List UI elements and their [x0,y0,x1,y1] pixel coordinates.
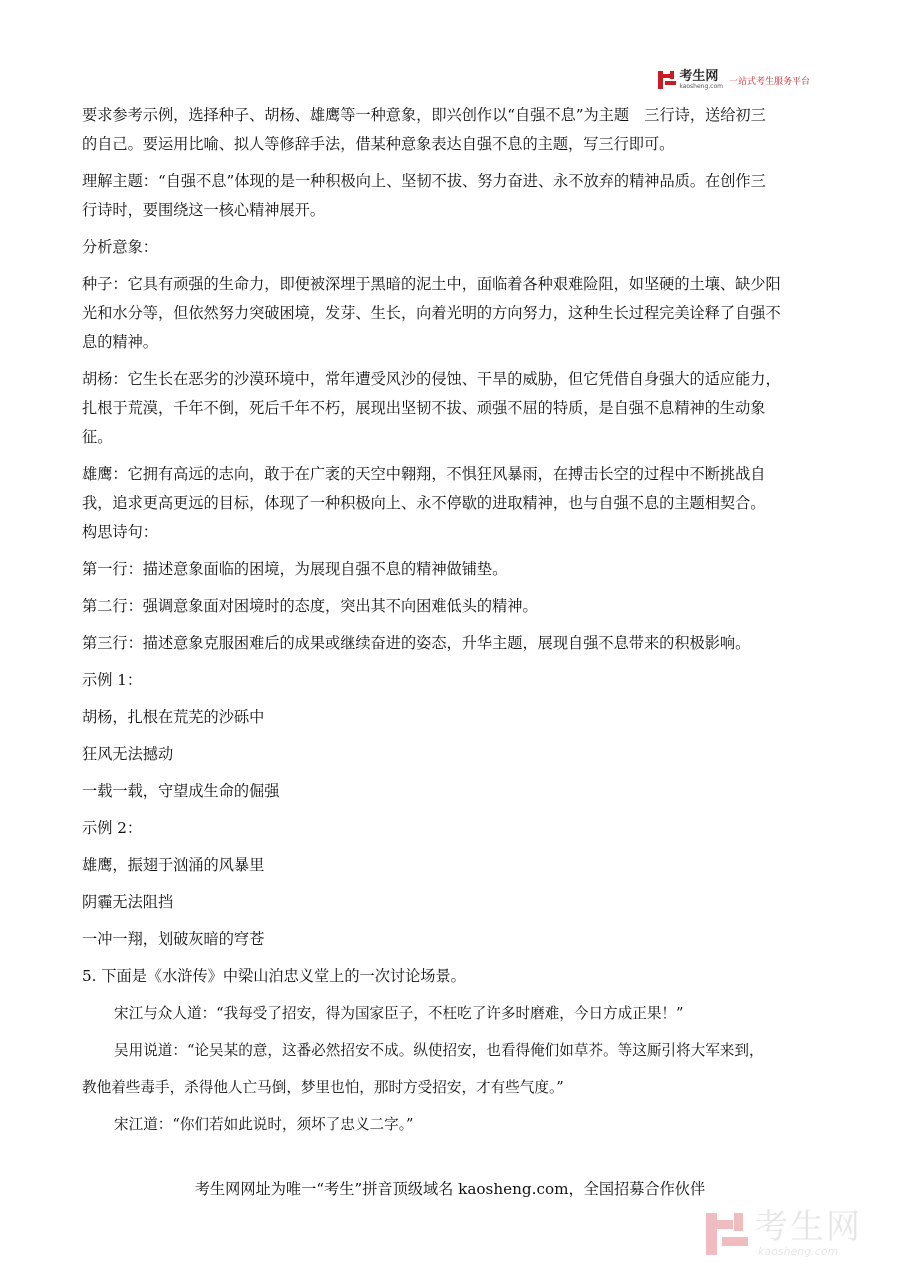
footer-text: 考生网网址为唯一“考生”拼音顶级域名 kaosheng.com，全国招募合作伙伴 [194,1180,706,1198]
text-line: 息的精神。 [82,333,158,351]
dialogue-line: 教他着些毒手，杀得他人亡马倒，梦里也怕，那时方受招安，才有些气度。” [82,1079,564,1096]
poem-line: 胡杨，扎根在荒芜的沙砾中 [82,708,265,726]
dialogue-block [82,999,820,1139]
text-line: 第一行：描述意象面临的困境，为展现自强不息的精神做铺垫。 [82,560,508,578]
logo-slogan: 一站式考生服务平台 [728,76,810,87]
logo-domain: kaosheng.com [679,83,723,90]
poem-line: 一载一载，守望成生命的倔强 [82,782,280,800]
poem-line: 阴霾无法阻挡 [82,893,174,911]
example-heading: 示例 1： [82,671,143,689]
text-line: 的自己。要运用比喻、拟人等修辞手法，借某种意象表达自强不息的主题，写三行即可。 [82,135,675,153]
text-line: 扎根于荒漠，千年不倒，死后千年不朽，展现出坚韧不拔、顽强不屈的特质，是自强不息精神的生动象 [82,399,766,417]
watermark-name: 考生网 [754,1207,862,1247]
text-line: 行诗时，要围绕这一核心精神展开。 [82,201,325,219]
question-heading: 5. 下面是《水浒传》中梁山泊忠义堂上的一次讨论场景。 [82,967,466,985]
text-line: 第三行：描述意象克服困难后的成果或继续奋进的姿态，升华主题，展现自强不息带来的积极影响。 [82,634,751,652]
poem-line: 一冲一翔，划破灰暗的穹苍 [82,930,265,948]
document-body [82,101,820,1139]
watermark [706,1207,862,1258]
text-line: 雄鹰：它拥有高远的志向，敢于在广袤的天空中翱翔，不惧狂风暴雨，在搏击长空的过程中不断挑战自 [82,465,766,483]
dialogue-line: 宋江道：“你们若如此说时，须坏了忠义二字。” [114,1116,414,1133]
text-line: 我，追求更高更远的目标，体现了一种积极向上、永不停歇的进取精神，也与自强不息的主题相契合。 [82,494,766,512]
section-heading: 分析意象： [82,238,158,256]
logo-name: 考生网 [679,69,719,84]
kaosheng-watermark-icon [706,1213,748,1255]
text-line: 要求参考示例，选择种子、胡杨、雄鹰等一种意象，即兴创作以“自强不息”为主题 三行诗，送给初三 [82,106,766,124]
text-line: 第二行：强调意象面对困境时的态度，突出其不向困难低头的精神。 [82,597,538,615]
dialogue-line: 吴用说道：“论吴某的意，这番必然招安不成。纵使招安，也看得俺们如草芥。等这厮引将大军来到， [114,1042,764,1059]
header-logo [658,70,810,90]
text-line: 光和水分等，但依然努力突破困境，发芽、生长，向着光明的方向努力，这种生长过程完美诠释了自强不 [82,304,781,322]
kaosheng-logo-icon [658,71,676,89]
text-line: 胡杨：它生长在恶劣的沙漠环境中，常年遭受风沙的侵蚀、干旱的威胁，但它凭借自身强大的适应能力， [82,370,781,388]
section-heading: 构思诗句： [82,523,158,541]
text-line: 征。 [82,428,113,446]
text-line: 理解主题：“自强不息”体现的是一种积极向上、坚韧不拔、努力奋进、永不放弃的精神品质。在创作三 [82,172,766,190]
text-line: 种子：它具有顽强的生命力，即便被深埋于黑暗的泥土中，面临着各种艰难险阻，如坚硬的土壤、缺少阳 [82,275,781,293]
example-heading: 示例 2： [82,819,143,837]
poem-line: 狂风无法撼动 [82,745,174,763]
poem-line: 雄鹰，振翅于汹涌的风暴里 [82,856,265,874]
dialogue-line: 宋江与众人道：“我每受了招安，得为国家臣子，不枉吃了许多时磨难，今日方成正果！” [114,1005,684,1022]
watermark-domain: kaosheng.com [758,1245,839,1258]
